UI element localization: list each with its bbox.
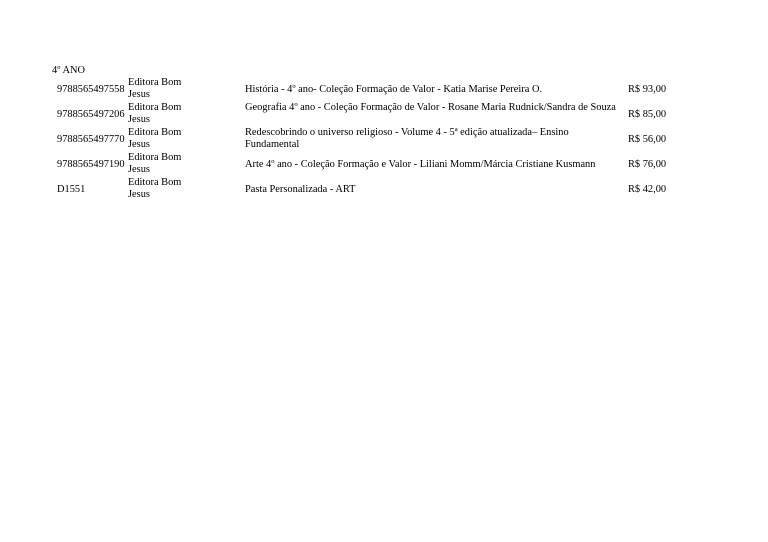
item-code: 9788565497558 (57, 84, 125, 95)
table-row (0, 127, 768, 152)
publisher (128, 177, 181, 200)
item-price: R$ 42,00 (628, 184, 667, 195)
publisher-line: Jesus (128, 113, 150, 125)
publisher (128, 152, 181, 175)
item-price: R$ 85,00 (628, 109, 667, 120)
item-title: Pasta Personalizada - ART (245, 184, 356, 195)
table-row (0, 177, 768, 202)
item-title: Redescobrindo o universo religioso - Volume 4 - 5ª edição atualizada– Ensino Fundamental (245, 127, 569, 150)
item-title: Geografia 4º ano - Coleção Formação de Valor - Rosane Maria Rudnick/Sandra de Souza (245, 102, 616, 113)
item-title: Arte 4º ano - Coleção Formação e Valor - Liliani Momm/Márcia Cristiane Kusmann (245, 159, 596, 170)
publisher-line: Editora Bom (128, 77, 182, 88)
item-price: R$ 93,00 (628, 84, 667, 95)
item-code: 9788565497206 (57, 109, 125, 120)
item-code: 9788565497190 (57, 159, 125, 170)
publisher (128, 77, 181, 100)
publisher (128, 127, 181, 150)
publisher-line: Editora Bom (128, 127, 182, 138)
publisher-line: Editora Bom (128, 102, 182, 113)
publisher-line: Jesus (128, 188, 150, 200)
table-row (0, 102, 768, 127)
item-code: D1551 (57, 184, 86, 195)
grade-heading: 4º ANO (52, 65, 85, 76)
item-title: História - 4º ano- Coleção Formação de Valor - Katia Marise Pereira O. (245, 84, 543, 95)
item-price: R$ 76,00 (628, 159, 667, 170)
publisher-line: Jesus (128, 88, 150, 100)
publisher-line: Editora Bom (128, 177, 182, 188)
item-code: 9788565497770 (57, 134, 125, 145)
publisher-line: Jesus (128, 163, 150, 175)
table-row (0, 152, 768, 177)
publisher-line: Jesus (128, 138, 150, 150)
publisher (128, 102, 181, 125)
table-row (0, 77, 768, 102)
publisher-line: Editora Bom (128, 152, 182, 163)
item-price: R$ 56,00 (628, 134, 667, 145)
